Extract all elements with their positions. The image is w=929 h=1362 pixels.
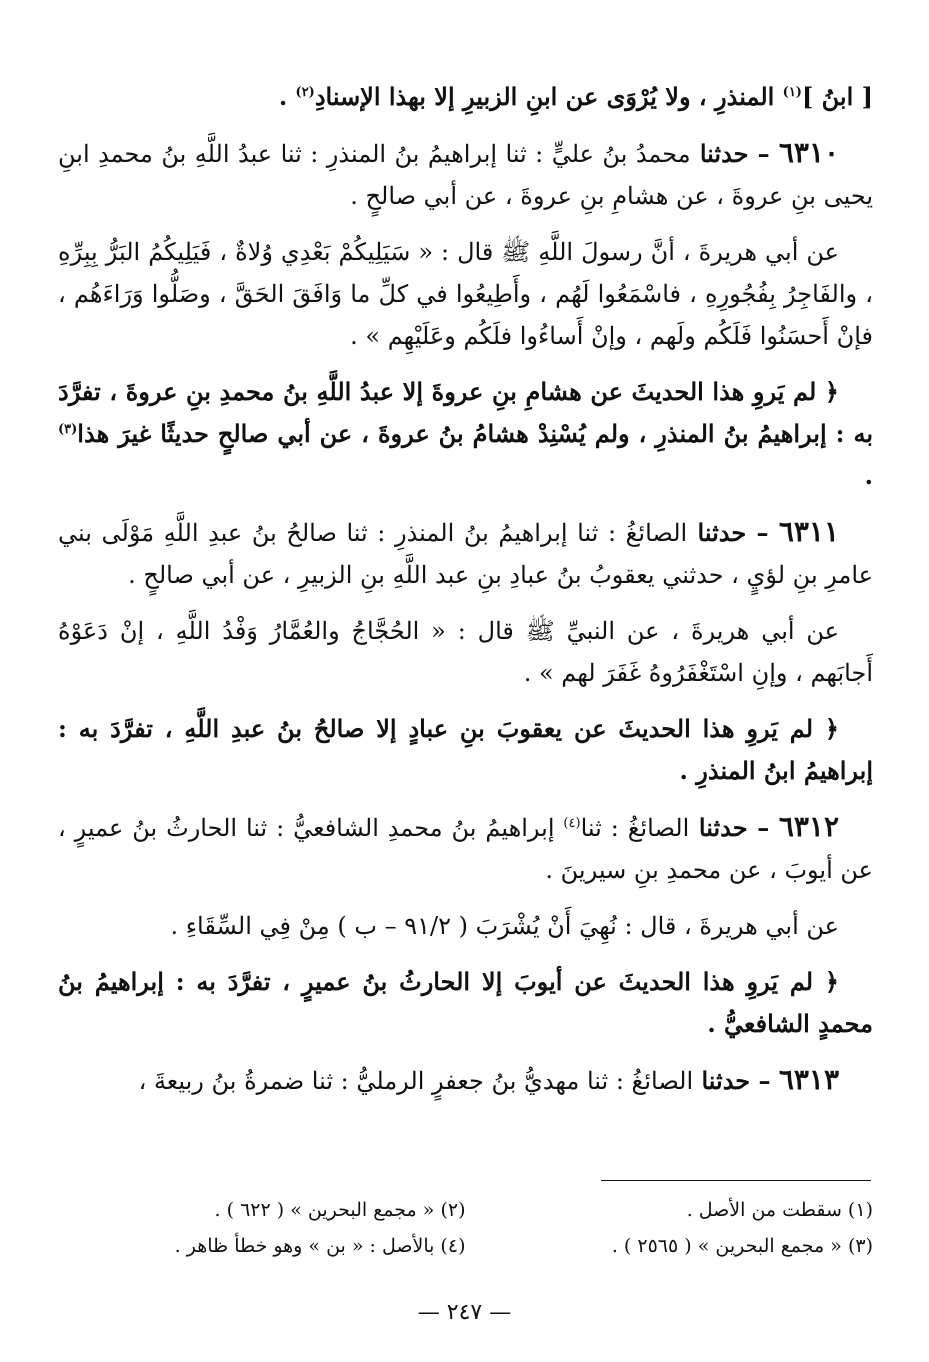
isnad-text: الصائغُ : ثنا: [580, 814, 690, 842]
hadith-lead: – حدثنا: [689, 813, 779, 842]
hadith-6312-comment: ﴿ لم يَروِ هذا الحديثَ عن أيوبَ إلا الحارثُ بنُ عميرٍ ، تفرَّدَ به : إبراهيمُ بنُ محمدٍ الشافعيُّ .: [58, 967, 873, 1038]
isnad-text: الصائغُ : ثنا إبراهيمُ بنُ المنذرِ : ثنا صالحُ بنُ عبدِ اللَّهِ مَوْلَى بني عامرِ بنِ لؤيٍ ، حدثني يعقوبُ بنُ عبادِ بنِ عبد اللَّهِ بنِ الزبيرِ ، عن أبي صالحٍ .: [58, 519, 873, 589]
hadith-6311-comment: ﴿ لم يَروِ هذا الحديثَ عن يعقوبَ بنِ عبادٍ إلا صالحُ بنُ عبدِ اللَّهِ ، تفرَّدَ به : إبراهيمُ ابنُ المنذرِ .: [58, 714, 873, 785]
hadith-6311-matn: عن أبي هريرةَ ، عن النبيِّ ﷺ قال : « الحُجَّاجُ والعُمَّارُ وَفْدُ اللَّهِ ، إنْ دَعَوْهُ أَجابَهم ، وإنِ اسْتَغْفَرُوهُ غَفَرَ لهم » .: [58, 617, 873, 687]
hadith-number: ٦٣١٣: [778, 1063, 839, 1096]
footnote-1: (١) سقطت من الأصل .: [686, 1199, 873, 1221]
isnad-text: إبراهيمُ بنُ محمدِ الشافعيُّ : ثنا الحارثُ بنُ عميرٍ ، عن أيوبَ ، عن محمدِ بنِ سيرينَ .: [58, 814, 873, 884]
hadith-lead: – حدثنا: [693, 1066, 779, 1095]
hadith-6311-isnad: [58, 511, 873, 596]
footnote-2: (٢) « مجمع البحرين » ( ٦٢٢ ) .: [214, 1199, 466, 1221]
footnote-ref: (٣): [58, 422, 78, 437]
hadith-6313-isnad: [58, 1059, 873, 1102]
footnote-row: [58, 1192, 873, 1228]
hadith-number: ٦٣١٠: [778, 136, 840, 169]
footnote-ref: (٢): [295, 85, 315, 100]
footnote-ref: (١): [782, 85, 802, 100]
hadith-lead: – حدثنا: [690, 139, 779, 168]
comment-text: ﴿ لم يَروِ هذا الحديثَ عن هشامِ بنِ عروةَ إلا عبدُ اللَّهِ بنُ محمدِ بنِ عروةَ ، تفرَّدَ به : إبراهيمُ بنُ المنذرِ ، ولم يُسْنِدْ هشامُ بنُ عروةَ ، عن أبي صالحٍ حديثًا غيرَ هذا: [58, 377, 873, 448]
hadith-6310-matn: عن أبي هريرةَ ، أنَّ رسولَ اللَّهِ ﷺ قال : « سَيَلِيكُمْ بَعْدِي وُلاةٌ ، فَيَلِيكُمُ البَرُّ بِبِرِّهِ ، والفَاجِرُ بِفُجُورِهِ ، فاسْمَعُوا لَهُم ، وأَطِيعُوا في كلِّ ما وَافَقَ الحَقَّ ، وصَلُّوا وَرَاءَهُم ، فإنْ أَحسَنُوا فَلَكُم ولَهم ، وإنْ أَساءُوا فلَكُم وعَلَيْهِم » .: [58, 238, 873, 350]
footnotes: [58, 1192, 873, 1264]
comment-end: .: [864, 461, 873, 490]
footnote-row: [58, 1228, 873, 1264]
bracket-word: [ ابنُ ]: [801, 82, 873, 111]
page-number: — ٢٤٧ —: [417, 1300, 512, 1325]
hadith-6310-comment: [58, 371, 873, 497]
opening-line: [58, 76, 873, 118]
hadith-number: ٦٣١١: [778, 515, 839, 548]
opening-end: .: [278, 82, 296, 111]
hadith-6312-matn: عن أبي هريرةَ ، قال : نُهِيَ أَنْ يُشْرَبَ ( ٩١/٢ – ب ) مِنْ فِي السِّقَاءِ .: [170, 912, 839, 940]
hadith-6310-isnad: [58, 132, 873, 217]
isnad-text: الصائغُ : ثنا مهديُّ بنُ جعفرٍ الرمليُّ : ثنا ضمرةُ بنُ ربيعةَ ،: [138, 1067, 694, 1095]
hadith-lead: – حدثنا: [687, 518, 779, 547]
footnote-ref: (٤): [563, 816, 581, 831]
main-text: [58, 76, 873, 1116]
hadith-number: ٦٣١٢: [778, 810, 839, 843]
isnad-text: محمدُ بنُ عليٍّ : ثنا إبراهيمُ بنُ المنذرِ : ثنا عبدُ اللَّهِ بنُ محمدِ ابنِ يحيى بنِ عروةَ ، عن هشامِ بنِ عروةَ ، عن أبي صالحٍ .: [58, 140, 873, 210]
footnote-divider: [601, 1180, 871, 1181]
hadith-6312-isnad: [58, 806, 873, 891]
opening-text: المنذرِ ، ولا يُرْوَى عن ابنِ الزبيرِ إلا بهذا الإسنادِ: [314, 82, 783, 111]
footnote-4: (٤) بالأصل : « بن » وهو خطأ ظاهر .: [174, 1235, 466, 1257]
footnote-3: (٣) « مجمع البحرين » ( ٢٥٦٥ ) .: [611, 1235, 873, 1257]
